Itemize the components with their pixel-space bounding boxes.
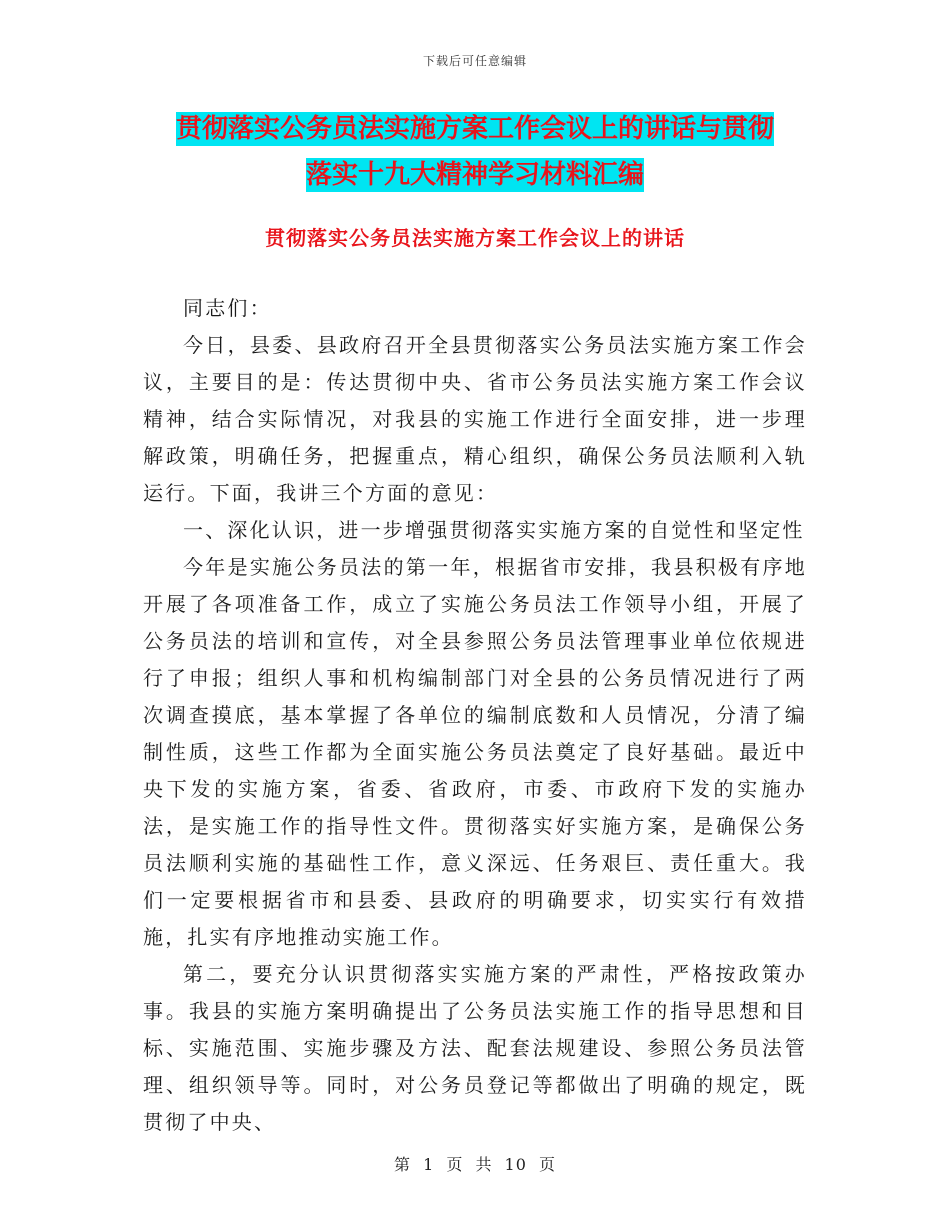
body-paragraph: 第二，要充分认识贯彻落实实施方案的严肃性，严格按政策办事。我县的实施方案明确提出了公务员法实施工作的指导思想和目标、实施范围、实施步骤及方法、配套法规建设、参照公务员法管理、组织领导等。同时，对公务员登记等都做出了明确的规定，既贯彻了中央、 — [143, 962, 807, 1134]
body-paragraph: 今年是实施公务员法的第一年，根据省市安排，我县积极有序地开展了各项准备工作，成立了实施公务员法工作领导小组，开展了公务员法的培训和宣传，对全县参照公务员法管理事业单位依规进行了申报；组织人事和机构编制部门对全县的公务员情况进行了两次调查摸底，基本掌握了各单位的编制底数和人员情况，分清了编制性质，这些工作都为全面实施公务员法奠定了良好基础。最近中央下发的实施方案，省委、省政府，市委、市政府下发的实施办法，是实施工作的指导性文件。贯彻落实好实施方案，是确保公务员法顺利实施的基础性工作，意义深远、任务艰巨、责任重大。我们一定要根据省市和县委、县政府的明确要求，切实实行有效措施，扎实有序地推动实施工作。 — [143, 555, 807, 949]
section-title: 贯彻落实公务员法实施方案工作会议上的讲话 — [265, 226, 685, 250]
page-header: 下载后可任意编辑 — [422, 54, 527, 68]
document-body — [143, 290, 807, 1141]
document-title-line-2: 落实十九大精神学习材料汇编 — [305, 160, 644, 190]
salutation: 同志们： — [183, 296, 272, 320]
document-title-line-1: 贯彻落实公务员法实施方案工作会议上的讲话与贯彻 — [175, 114, 774, 144]
page-footer: 第 1 页 共 10 页 — [394, 1155, 556, 1174]
body-heading: 一、深化认识，进一步增强贯彻落实实施方案的自觉性和坚定性 — [183, 518, 805, 542]
body-paragraph: 今日，县委、县政府召开全县贯彻落实公务员法实施方案工作会议，主要目的是：传达贯彻中央、省市公务员法实施方案工作会议精神，结合实际情况，对我县的实施工作进行全面安排，进一步理解政策，明确任务，把握重点，精心组织，确保公务员法顺利入轨运行。下面，我讲三个方面的意见： — [143, 333, 807, 505]
document-title — [140, 106, 810, 198]
